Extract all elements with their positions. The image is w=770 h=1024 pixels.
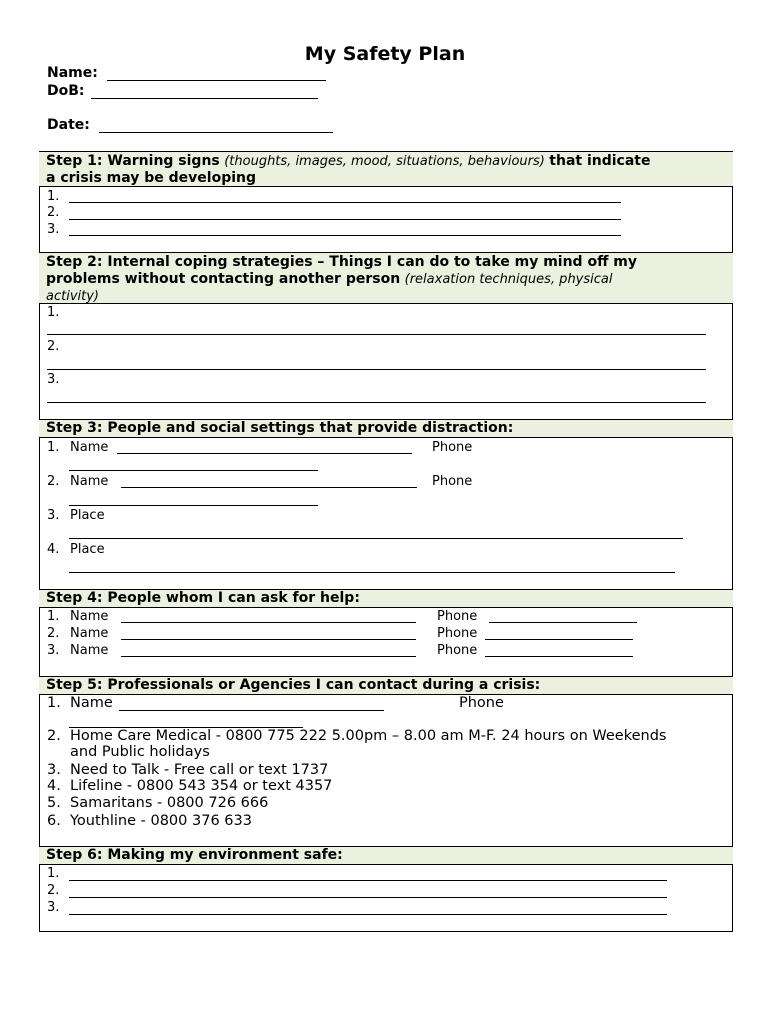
step5-agency-text: Lifeline - 0800 543 354 or text 4357 (70, 778, 333, 794)
step6-line-3[interactable] (69, 914, 667, 915)
step2-heading: Step 2: Internal coping strategies – Things I can do to take my mind off my problems without contacting another person (relaxation techniques, physical activity) (39, 252, 733, 304)
step6-item-number: 2. (47, 883, 60, 898)
step3-place-label: Place (70, 508, 105, 523)
step3-name-label: Name (70, 474, 109, 489)
step3-phone-line-2[interactable] (69, 505, 318, 506)
step3-name-line-2[interactable] (121, 487, 417, 488)
step5-agency-text: Samaritans - 0800 726 666 (70, 795, 269, 811)
step2-item-number: 1. (47, 305, 60, 320)
step4-name-label: Name (70, 643, 109, 658)
step6-line-2[interactable] (69, 897, 667, 898)
step1-item-number: 2. (47, 205, 60, 220)
step3-phone-label: Phone (432, 474, 473, 489)
step5-item-number: 2. (47, 728, 61, 744)
step3-name-label: Name (70, 440, 109, 455)
step3-phone-label: Phone (432, 440, 473, 455)
step3-place-line-2[interactable] (69, 572, 675, 573)
step4-name-line-3[interactable] (121, 656, 416, 657)
step5-heading: Step 5: Professionals or Agencies I can contact during a crisis: (39, 676, 733, 695)
step6-item-number: 3. (47, 900, 60, 915)
step3-place-label: Place (70, 542, 105, 557)
step6-line-1[interactable] (69, 880, 667, 881)
step5-item-number: 1. (47, 695, 61, 711)
step2-item-number: 3. (47, 372, 60, 387)
step1-item-number: 1. (47, 189, 60, 204)
dob-field-line[interactable] (91, 98, 318, 99)
step4-name-line-1[interactable] (121, 622, 416, 623)
step3-name-line-1[interactable] (117, 453, 412, 454)
step4-heading: Step 4: People whom I can ask for help: (39, 589, 733, 608)
step2-line-2[interactable] (47, 369, 706, 370)
step1-line-3[interactable] (69, 235, 621, 236)
step5-item-number: 6. (47, 813, 61, 829)
date-field-line[interactable] (99, 132, 333, 133)
step3-item-number: 4. (47, 542, 60, 557)
dob-label: DoB: (47, 83, 85, 99)
step3-phone-line-1[interactable] (69, 470, 318, 471)
step5-name-label: Name (70, 695, 113, 711)
step2-line-1[interactable] (47, 334, 706, 335)
step6-heading: Step 6: Making my environment safe: (39, 846, 733, 865)
name-label: Name: (47, 65, 98, 81)
step1-item-number: 3. (47, 222, 60, 237)
step3-item-number: 2. (47, 474, 60, 489)
step4-phone-line-1[interactable] (489, 622, 637, 623)
step4-name-label: Name (70, 626, 109, 641)
step6-item-number: 1. (47, 866, 60, 881)
step3-item-number: 3. (47, 508, 60, 523)
step4-name-line-2[interactable] (121, 639, 416, 640)
step4-item-number: 3. (47, 643, 60, 658)
step5-item-number: 5. (47, 795, 61, 811)
step3-item-number: 1. (47, 440, 60, 455)
date-label: Date: (47, 117, 90, 133)
step1-heading: Step 1: Warning signs (thoughts, images, mood, situations, behaviours) that indicate a crisis may be developing (39, 151, 733, 187)
step5-phone-label: Phone (459, 695, 504, 711)
step4-phone-label: Phone (437, 643, 478, 658)
step2-line-3[interactable] (47, 402, 706, 403)
step5-name-line[interactable] (119, 710, 384, 711)
page-title: My Safety Plan (304, 43, 466, 65)
step5-item-number: 4. (47, 778, 61, 794)
step5-item-number: 3. (47, 762, 61, 778)
step4-phone-line-3[interactable] (485, 656, 633, 657)
step5-agency-text: Youthline - 0800 376 633 (70, 813, 252, 829)
step4-item-number: 1. (47, 609, 60, 624)
step3-heading: Step 3: People and social settings that provide distraction: (39, 419, 733, 438)
step3-place-line-1[interactable] (69, 538, 683, 539)
step5-agency-text: and Public holidays (70, 744, 210, 760)
step4-phone-label: Phone (437, 626, 478, 641)
step5-agency-text: Home Care Medical - 0800 775 222 5.00pm – 8.00 am M-F. 24 hours on Weekends (70, 728, 667, 744)
step2-item-number: 2. (47, 339, 60, 354)
step5-agency-text: Need to Talk - Free call or text 1737 (70, 762, 329, 778)
name-field-line[interactable] (107, 80, 326, 81)
step4-item-number: 2. (47, 626, 60, 641)
step1-line-2[interactable] (69, 219, 621, 220)
step4-phone-line-2[interactable] (485, 639, 633, 640)
step1-line-1[interactable] (69, 202, 621, 203)
step4-name-label: Name (70, 609, 109, 624)
step4-phone-label: Phone (437, 609, 478, 624)
